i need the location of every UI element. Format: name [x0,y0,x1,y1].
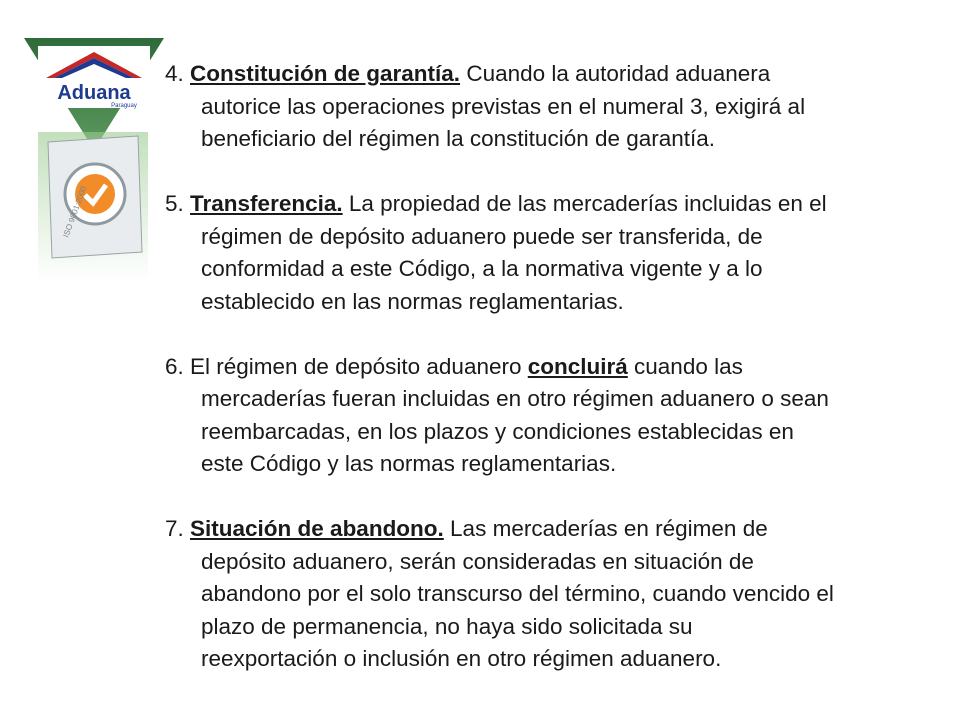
item-lead-text: La propiedad de las mercaderías incluidas en el [342,191,827,216]
item-number: 7. [165,516,184,541]
item-pre-text: El régimen de depósito aduanero [183,353,528,379]
item-line [165,58,955,91]
item-lead-text: cuando las [627,353,743,379]
item-line: autorice las operaciones previstas en el numeral 3, exigirá al [201,93,806,119]
item-line: reembarcadas, en los plazos y condiciones establecidas en [201,418,794,444]
aduana-brand-subtext: Paraguay [111,103,137,109]
item-line: plazo de permanencia, no haya sido solicitada su [201,613,693,639]
item-line: régimen de depósito aduanero puede ser transferida, de [201,223,763,249]
item-line: establecido en las normas reglamentarias. [201,288,624,314]
aduana-brand-text: Aduana [57,82,131,104]
item-line: conformidad a este Código, a la normativa vigente y a lo [201,256,763,281]
item-7 [165,513,955,676]
item-5 [165,188,955,318]
item-line: mercaderías fueran incluidas en otro régimen aduanero o sean [201,386,829,411]
item-line: reexportación o inclusión en otro régimen aduanero. [201,646,722,671]
item-lead-text: Cuando la autoridad aduanera [460,61,771,86]
item-line: este Código y las normas reglamentarias. [201,451,617,476]
item-number: 4. [165,61,184,86]
item-number: 6. [165,353,184,379]
item-heading: Situación de abandono. [190,516,444,541]
item-number: 5. [165,191,184,216]
seal-text: ISO 9001:2000 [61,185,89,239]
document-content [165,58,955,676]
item-4 [165,58,955,156]
item-line: abandono por el solo transcurso del término, cuando vencido el [201,581,834,606]
item-heading: Transferencia. [190,191,343,216]
logo-area [0,0,175,300]
item-line: depósito aduanero, serán consideradas en situación de [201,548,754,574]
certification-seal-icon [38,132,148,282]
item-line [165,351,955,384]
item-heading: concluirá [527,353,628,379]
item-lead-text: Las mercaderías en régimen de [443,516,768,541]
item-line [165,188,955,221]
item-6 [165,351,955,481]
item-heading: Constitución de garantía. [190,61,461,86]
item-line [165,513,955,546]
item-line: beneficiario del régimen la constitución de garantía. [201,126,716,151]
